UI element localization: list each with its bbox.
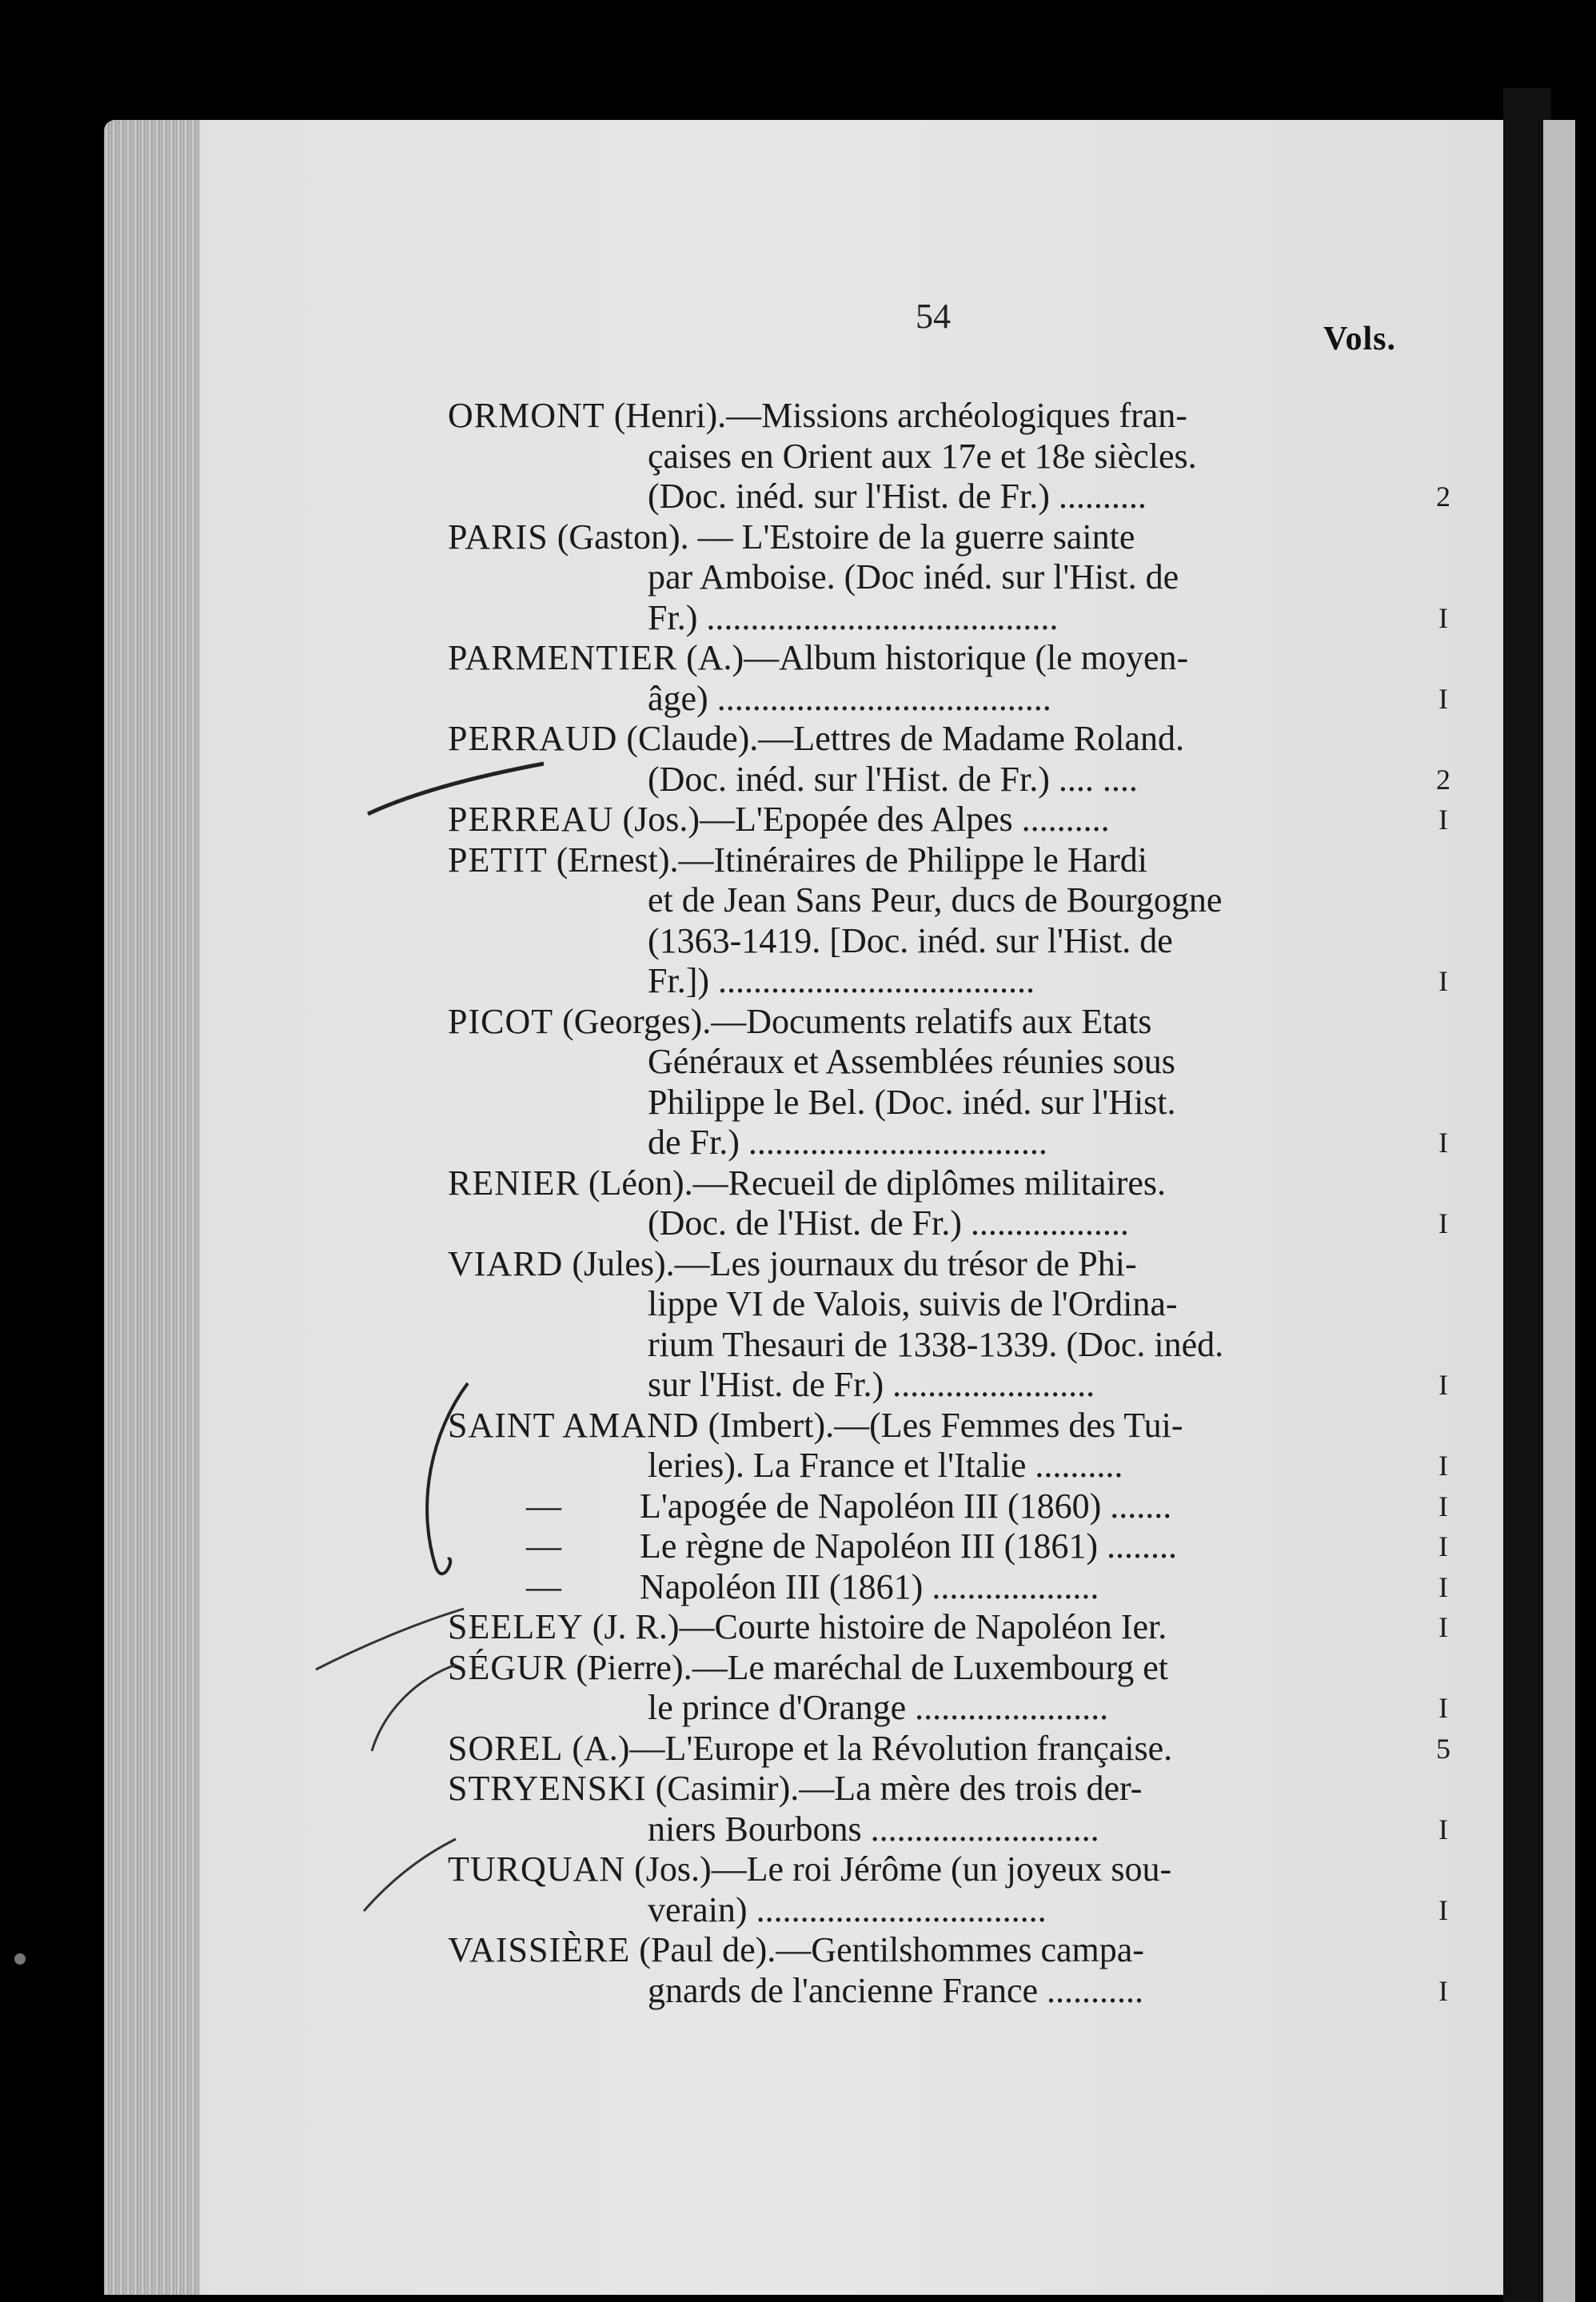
entry-text (448, 1729, 1172, 1769)
entry-line (448, 1648, 1455, 1689)
entry-line (448, 638, 1455, 679)
volume-count: I (1438, 601, 1448, 634)
entry-text (648, 557, 1179, 597)
entry-line (448, 1365, 1455, 1406)
entry-line (448, 477, 1455, 517)
volume-count: I (1438, 1207, 1448, 1239)
author-name: SEELEY (448, 1607, 584, 1646)
entry-line (448, 1406, 1455, 1446)
volume-count: I (1438, 1692, 1448, 1724)
entry-line (448, 921, 1455, 962)
entry-body: (Doc. inéd. sur l'Hist. de Fr.) .... .... (648, 759, 1138, 799)
entry-body: le prince d'Orange ...................... (648, 1688, 1109, 1727)
entry-body: (Claude).—Lettres de Madame Roland. (617, 719, 1185, 758)
entry-body: (Jos.)—Le roi Jérôme (un joyeux sou- (625, 1849, 1172, 1889)
entry-line (448, 800, 1455, 840)
volume-count: I (1438, 1974, 1448, 2007)
entry-body: verain) ................................. (648, 1889, 1047, 1929)
entry-body: (Jos.)—L'Epopée des Alpes .......... (613, 800, 1110, 839)
entry-body: (Doc. de l'Hist. de Fr.) .................. (648, 1203, 1129, 1243)
entry-text (448, 1930, 1144, 1970)
entry-body: (Léon).—Recueil de diplômes militaires. (579, 1163, 1167, 1203)
volume-count: I (1438, 682, 1448, 715)
volume-count: I (1438, 804, 1448, 836)
entry-line (448, 1567, 1455, 1608)
entry-line (448, 1849, 1455, 1890)
entry-text (648, 477, 1147, 517)
entry-body: gnards de l'ancienne France ........... (648, 1970, 1144, 2010)
entry-text (648, 760, 1138, 800)
entry-body: sur l'Hist. de Fr.) ....................... (648, 1365, 1095, 1404)
entry-text (448, 1002, 1151, 1042)
volume-count: I (1438, 1570, 1448, 1603)
entry-line (448, 1123, 1455, 1163)
entry-line (448, 760, 1455, 800)
volume-count: 2 (1436, 763, 1450, 796)
entry-body: Fr.]) .................................... (648, 961, 1035, 1000)
author-name: RENIER (448, 1163, 580, 1203)
ditto-dash: — (526, 1526, 561, 1566)
entry-line (448, 1526, 1455, 1567)
entry-body: (Casimir).—La mère des trois der- (646, 1769, 1143, 1808)
author-name: SÉGUR (448, 1647, 568, 1687)
entry-text (648, 1325, 1223, 1365)
entry-text (448, 1648, 1168, 1688)
author-name: PERREAU (448, 800, 614, 839)
entry-line (448, 437, 1455, 477)
ditto-dash: — (526, 1566, 561, 1606)
entry-body: lippe VI de Valois, suivis de l'Ordina- (648, 1284, 1178, 1323)
entry-line (448, 1890, 1455, 1931)
entry-text (648, 598, 1058, 638)
entry-line (448, 1769, 1455, 1809)
ditto-dash: — (526, 1486, 561, 1526)
entry-line (448, 1446, 1455, 1486)
entry-text (648, 1365, 1095, 1405)
entry-line (448, 1809, 1455, 1850)
volume-count: I (1438, 1530, 1448, 1562)
entry-text (448, 396, 1187, 436)
facing-page-edge (1543, 120, 1575, 2302)
film-speck (14, 1953, 26, 1965)
entry-body: çaises en Orient aux 17e et 18e siècles. (648, 436, 1197, 476)
entry-text (648, 437, 1197, 477)
entry-body: leries). La France et l'Italie .......... (648, 1446, 1123, 1485)
volume-count: 2 (1436, 481, 1450, 513)
entry-line (448, 1244, 1455, 1285)
entry-body: (Paul de).—Gentilshommes campa- (630, 1930, 1144, 1969)
entry-body: (Imbert).—(Les Femmes des Tui- (699, 1405, 1183, 1445)
entry-line (448, 517, 1455, 558)
entry-line (448, 1930, 1455, 1971)
entry-text (648, 1971, 1143, 2011)
entry-body: (Georges).—Documents relatifs aux Etats (553, 1001, 1152, 1041)
page-number: 54 (916, 297, 951, 336)
entry-body: (J. R.)—Courte histoire de Napoléon Ier. (583, 1607, 1167, 1646)
entry-line (448, 1971, 1455, 2012)
author-name: SAINT AMAND (448, 1405, 700, 1445)
author-name: TURQUAN (448, 1849, 626, 1889)
entry-text (648, 880, 1222, 920)
volume-count: I (1438, 1127, 1448, 1159)
volume-count: I (1438, 1490, 1448, 1522)
entry-line (448, 679, 1455, 720)
entry-line (448, 1042, 1455, 1083)
author-name: PARMENTIER (448, 638, 678, 677)
entry-text (648, 1123, 1047, 1163)
entry-body: (Henri).—Missions archéologiques fran- (604, 396, 1187, 435)
entry-line (448, 1002, 1455, 1043)
entry-line (448, 880, 1455, 921)
entry-text (448, 1567, 1099, 1607)
author-name: PERRAUD (448, 719, 618, 758)
entry-body: (Pierre).—Le maréchal de Luxembourg et (567, 1647, 1169, 1687)
entry-line (448, 1688, 1455, 1729)
bibliography-list (448, 396, 1455, 2011)
entry-body: (A.)—Album historique (le moyen- (677, 638, 1189, 677)
entry-text (448, 719, 1184, 759)
entry-body: (Gaston). — L'Estoire de la guerre sainte (548, 517, 1135, 557)
entry-line (448, 961, 1455, 1002)
entry-text (648, 961, 1035, 1001)
entry-text (448, 1849, 1171, 1889)
author-name: STRYENSKI (448, 1769, 647, 1808)
entry-body: niers Bourbons .......................... (648, 1809, 1099, 1849)
entry-body: par Amboise. (Doc inéd. sur l'Hist. de (648, 557, 1179, 596)
entry-line (448, 396, 1455, 437)
entry-text (448, 840, 1147, 880)
entry-line (448, 1203, 1455, 1244)
entry-body: Napoléon III (1861) ................... (640, 1566, 1099, 1606)
entry-line (448, 1729, 1455, 1769)
entry-text (448, 1406, 1183, 1446)
entry-line (448, 1083, 1455, 1123)
entry-body: Philippe le Bel. (Doc. inéd. sur l'Hist. (648, 1082, 1176, 1122)
entry-body: rium Thesauri de 1338-1339. (Doc. inéd. (648, 1324, 1224, 1364)
entry-body: L'apogée de Napoléon III (1860) ....... (640, 1486, 1172, 1526)
entry-text (448, 1244, 1137, 1284)
entry-body: (Ernest).—Itinéraires de Philippe le Hardi (547, 840, 1147, 880)
entry-text (648, 1042, 1175, 1082)
entry-text (448, 1163, 1166, 1203)
page-stack-edge (104, 120, 200, 2295)
entry-line (448, 840, 1455, 881)
entry-line (448, 719, 1455, 760)
entry-line (448, 1607, 1455, 1648)
author-name: PICOT (448, 1001, 554, 1041)
entry-text (648, 1284, 1178, 1324)
entry-body: Fr.) ........................................ (648, 597, 1059, 637)
entry-text (448, 638, 1188, 678)
entry-body: Le règne de Napoléon III (1861) ........ (640, 1526, 1177, 1566)
vols-column-header: Vols. (1323, 321, 1396, 357)
entry-text (648, 1809, 1099, 1849)
entry-body: et de Jean Sans Peur, ducs de Bourgogne (648, 880, 1223, 920)
entry-text (448, 517, 1135, 557)
entry-body: (Jules).—Les journaux du trésor de Phi- (563, 1243, 1137, 1283)
entry-text (448, 1607, 1167, 1647)
author-name: SOREL (448, 1728, 564, 1768)
author-name: VAISSIÈRE (448, 1930, 631, 1969)
volume-count: I (1438, 1450, 1448, 1482)
entry-text (448, 1526, 1177, 1566)
entry-body: (A.)—L'Europe et la Révolution française. (563, 1728, 1173, 1768)
volume-count: I (1438, 965, 1448, 997)
entry-line (448, 1325, 1455, 1366)
entry-body: Généraux et Assemblées réunies sous (648, 1042, 1175, 1081)
entry-line (448, 598, 1455, 639)
volume-count: I (1438, 1369, 1448, 1401)
entry-text (648, 1688, 1108, 1728)
entry-body: (1363-1419. [Doc. inéd. sur l'Hist. de (648, 920, 1173, 960)
entry-body: de Fr.) .................................. (648, 1123, 1047, 1162)
entry-line (448, 1163, 1455, 1204)
entry-text (648, 1890, 1047, 1930)
entry-body: (Doc. inéd. sur l'Hist. de Fr.) .......... (648, 477, 1147, 516)
entry-text (648, 921, 1173, 961)
entry-line (448, 1284, 1455, 1325)
author-name: ORMONT (448, 396, 605, 435)
volume-count: I (1438, 1893, 1448, 1926)
entry-text (448, 1769, 1142, 1809)
entry-text (448, 800, 1110, 840)
entry-text (648, 1083, 1176, 1123)
author-name: VIARD (448, 1243, 564, 1283)
volume-count: I (1438, 1611, 1448, 1643)
volume-count: I (1438, 1813, 1448, 1845)
entry-text (648, 679, 1051, 719)
entry-text (448, 1486, 1171, 1526)
entry-line (448, 557, 1455, 598)
author-name: PETIT (448, 840, 548, 880)
author-name: PARIS (448, 517, 549, 557)
entry-line (448, 1486, 1455, 1527)
entry-body: âge) ...................................... (648, 678, 1051, 718)
entry-text (648, 1203, 1129, 1243)
volume-count: 5 (1436, 1732, 1450, 1765)
entry-text (648, 1446, 1123, 1486)
